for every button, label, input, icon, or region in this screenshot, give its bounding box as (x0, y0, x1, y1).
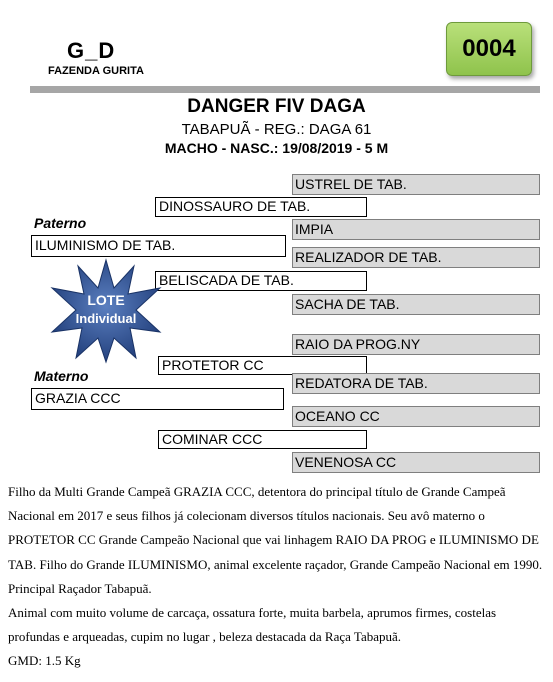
pedigree-sire-dam-sire: REALIZADOR DE TAB. (292, 247, 540, 268)
pedigree-dam-sire: PROTETOR CC (158, 356, 367, 375)
lote-label: LOTE (87, 292, 125, 308)
logo-title: G_D (67, 38, 116, 63)
lot-number-badge: 0004 (446, 22, 532, 76)
pedigree-dam-dam-dam: VENENOSA CC (292, 452, 540, 473)
gmd-value: GMD: 1.5 Kg (8, 653, 81, 669)
pedigree-dam-dam-sire: OCEANO CC (292, 406, 540, 427)
individual-label: Individual (75, 311, 137, 326)
description-paragraph-1: Filho da Multi Grande Campeã GRAZIA CCC, detentora do principal título de Grande Campeã Nacional em 2017 e seus filhos já colecionam diversos títulos nacionais. Seu avô materno o PROTETOR CC Grande Campeão Nacional que vai linhagem RAIO DA PROG e ILUMINISMO DE TAB. Filho do Grande ILUMINISMO, animal excelente raçador, Grande Campeão Nacional em 1990. Principal Raçador Tabapuã. (8, 484, 543, 596)
origin-registration: TABAPUÃ - REG.: DAGA 61 (181, 121, 372, 138)
animal-name: DANGER FIV DAGA (187, 96, 366, 117)
paterno-label: Paterno (34, 215, 87, 231)
pedigree-dam: GRAZIA CCC (31, 388, 284, 410)
pedigree-dam-sire-sire: RAIO DA PROG.NY (292, 334, 540, 355)
animal-description (8, 480, 548, 674)
pedigree-sire-dam-dam: SACHA DE TAB. (292, 294, 540, 315)
materno-label: Materno (34, 368, 89, 384)
pedigree-sire: ILUMINISMO DE TAB. (31, 235, 286, 257)
logo-subtitle: FAZENDA GURITA (48, 65, 144, 77)
header-divider (30, 86, 540, 93)
sex-birth-date: MACHO - NASC.: 19/08/2019 - 5 M (164, 140, 389, 156)
pedigree-dam-sire-dam: REDATORA DE TAB. (292, 373, 540, 394)
pedigree-sire-sire-sire: USTREL DE TAB. (292, 174, 540, 195)
pedigree-dam-dam: COMINAR CCC (158, 430, 367, 449)
description-paragraph-2: Animal com muito volume de carcaça, ossatura forte, muita barbela, aprumos firmes, costelas profundas e arqueadas, cupim no lugar , beleza destacada da Raça Tabapuã. (8, 605, 497, 645)
pedigree-sire-sire-dam: IMPIA (292, 219, 540, 240)
pedigree-sire-dam: BELISCADA DE TAB. (155, 271, 367, 291)
pedigree-sire-sire: DINOSSAURO DE TAB. (155, 197, 367, 217)
